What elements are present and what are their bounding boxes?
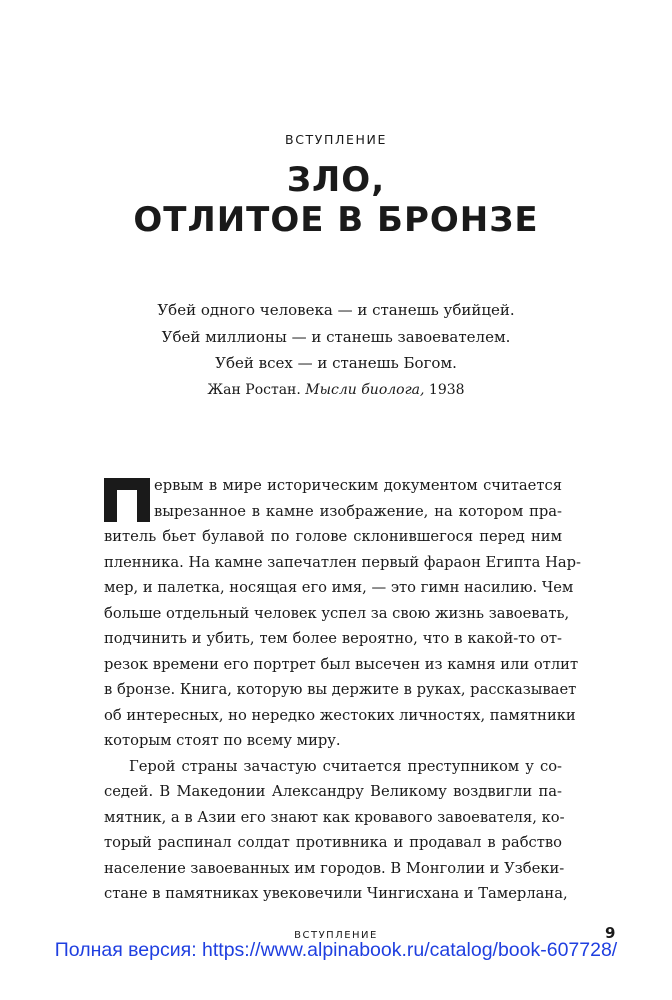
paragraph-line: в бронзе. Книга, которую вы держите в руках, рассказывает bbox=[104, 681, 577, 698]
paragraph-line: торый распинал солдат противника и продавал в рабство bbox=[104, 834, 562, 851]
paragraph-line: стане в памятниках увековечили Чингисхана и Тамерлана, bbox=[104, 885, 568, 902]
running-head: ВСТУПЛЕНИЕ bbox=[294, 930, 378, 941]
paragraph-line: вырезанное в камне изображение, на котором пра- bbox=[154, 502, 562, 520]
epigraph-line: Убей миллионы — и станешь завоевателем. bbox=[161, 327, 511, 346]
epigraph-line: Убей одного человека — и станешь убийцей. bbox=[157, 301, 515, 319]
paragraph-line: об интересных, но нередко жестоких личностях, памятники bbox=[104, 706, 576, 724]
chapter-title-line-2: ОТЛИТОЕ В БРОНЗЕ bbox=[133, 200, 539, 240]
full-version-link[interactable]: Полная версия: https://www.alpinabook.ru/catalog/book-607728/ bbox=[54, 939, 618, 961]
epigraph-work: Мысли биолога, bbox=[305, 381, 425, 398]
epigraph-attribution bbox=[0, 377, 672, 404]
body-text bbox=[104, 473, 582, 907]
paragraph-line: Герой страны зачастую считается преступником у со- bbox=[129, 757, 562, 775]
paragraph-line: больше отдельный человек успел за свою жизнь завоевать, bbox=[104, 604, 570, 622]
epigraph-year: 1938 bbox=[428, 381, 465, 398]
drop-cap bbox=[104, 478, 150, 522]
paragraph-line: резок времени его портрет был высечен из камня или отлит bbox=[104, 655, 579, 673]
paragraph-1 bbox=[104, 473, 582, 754]
chapter-title bbox=[0, 160, 672, 240]
chapter-title-line-1: ЗЛО, bbox=[286, 160, 386, 200]
paragraph-line: население завоеванных им городов. В Монголии и Узбеки- bbox=[104, 859, 565, 877]
page-number: 9 bbox=[605, 924, 616, 942]
paragraph-line: пленника. На камне запечатлен первый фараон Египта Нар- bbox=[104, 553, 582, 571]
epigraph-author: Жан Ростан. bbox=[207, 381, 301, 398]
epigraph-line: Убей всех — и станешь Богом. bbox=[215, 354, 457, 372]
drop-cap-letter bbox=[104, 478, 150, 522]
paragraph-line: ервым в мире историческим документом считается bbox=[154, 477, 562, 494]
paragraph-line: мятник, а в Азии его знают как кровавого завоевателя, ко- bbox=[104, 808, 565, 826]
paragraph-line: седей. В Македонии Александру Великому воздвигли па- bbox=[104, 783, 562, 800]
paragraph-line: которым стоят по всему миру. bbox=[104, 732, 341, 749]
epigraph bbox=[0, 297, 672, 403]
paragraph-line: подчинить и убить, тем более вероятно, что в какой-то от- bbox=[104, 630, 562, 647]
section-label: ВСТУПЛЕНИЕ bbox=[285, 132, 387, 147]
paragraph-line: витель бьет булавой по голове склонившегося перед ним bbox=[104, 528, 562, 545]
paragraph-2 bbox=[104, 754, 568, 907]
paragraph-line: мер, и палетка, носящая его имя, — это гимн насилию. Чем bbox=[104, 579, 574, 596]
